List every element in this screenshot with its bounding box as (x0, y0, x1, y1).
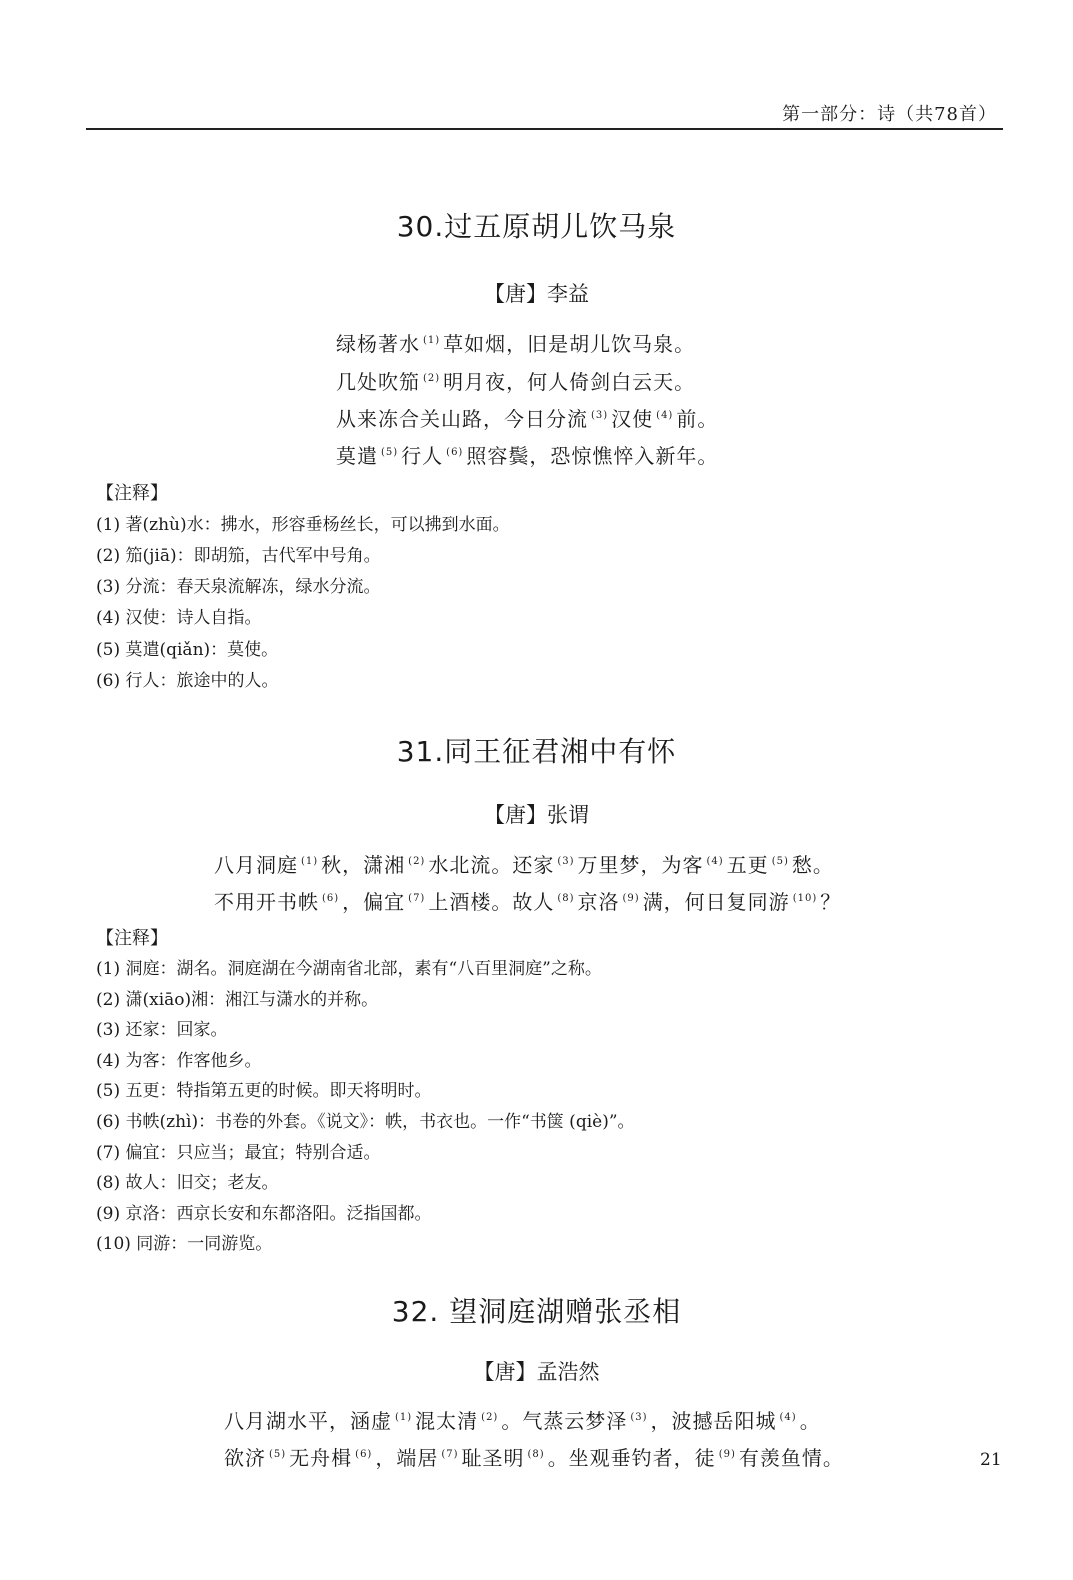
verse-line (224, 1442, 844, 1471)
verse-text: ，偏宜 (342, 890, 406, 914)
footnote-marker: (5) (771, 856, 789, 868)
verse-text: 秋，潇湘 (321, 853, 406, 877)
verse-text: 。坐观垂钓者，徒 (547, 1446, 716, 1470)
note-item: (5) 五更：特指第五更的时候。即天将明时。 (96, 1081, 432, 1101)
verse-line (336, 366, 695, 395)
note-item: (3) 分流：春天泉流解冻，绿水分流。 (96, 577, 381, 597)
footnote-marker: (1) (301, 856, 319, 868)
verse-text: 京洛 (577, 890, 620, 914)
verse-text: ，端居 (375, 1446, 439, 1470)
footnote-marker: (5) (381, 447, 399, 459)
verse-text: ？ (820, 890, 842, 914)
footnote-marker: (4) (706, 856, 724, 868)
footnote-marker: (9) (718, 1449, 736, 1461)
verse-text: 行人 (401, 444, 444, 468)
verse-text: 照容鬓，恐惊憔悴入新年。 (466, 444, 719, 468)
verse-text: 绿杨著水 (336, 332, 420, 356)
verse-text: 从来冻合关山路，今日分流 (336, 407, 588, 431)
footnote-marker: (7) (408, 893, 426, 905)
note-item: (8) 故人：旧交；老友。 (96, 1173, 279, 1193)
verse-line (336, 328, 695, 357)
footnote-marker: (5) (269, 1449, 287, 1461)
verse-text: 五更 (726, 853, 769, 877)
poem-author: 【唐】李益 (484, 282, 589, 306)
verse-line (214, 849, 834, 878)
footnote-marker: (7) (441, 1449, 459, 1461)
verse-text: 不用开书帙 (214, 890, 319, 914)
verse-text: 汉使 (611, 407, 654, 431)
verse-text: 万里梦，为客 (577, 853, 704, 877)
footnote-marker: (9) (622, 893, 640, 905)
verse-text: 水北流。还家 (428, 853, 555, 877)
verse-text: ，波撼岳阳城 (650, 1409, 777, 1433)
note-item: (7) 偏宜：只应当；最宜；特别合适。 (96, 1143, 381, 1163)
footnote-marker: (1) (395, 1412, 413, 1424)
running-header: 第一部分：诗（共78首） (782, 104, 997, 125)
verse-text: 明月夜，何人倚剑白云天。 (443, 370, 696, 394)
verse-text: 八月湖水平，涵虚 (224, 1409, 392, 1433)
note-item: (1) 洞庭：湖名。洞庭湖在今湖南省北部，素有“八百里洞庭”之称。 (96, 959, 602, 979)
poem-author: 【唐】孟浩然 (473, 1360, 600, 1384)
note-item: (4) 汉使：诗人自指。 (96, 608, 262, 628)
footnote-marker: (6) (446, 447, 464, 459)
poem-title: 31.同王征君湘中有怀 (396, 735, 677, 768)
verse-text: 几处吹笳 (336, 370, 420, 394)
footnote-marker: (2) (408, 856, 426, 868)
note-item: (6) 书帙(zhì)：书卷的外套。《说文》：帙，书衣也。一作“书箧 (qiè)”。 (96, 1112, 635, 1132)
verse-text: 愁。 (791, 853, 834, 877)
verse-text: 欲济 (224, 1446, 266, 1470)
footnote-marker: (4) (656, 410, 674, 422)
footnote-marker: (6) (322, 893, 340, 905)
verse-text: 混太清 (415, 1409, 479, 1433)
verse-line (224, 1405, 821, 1434)
poem-title: 30.过五原胡儿饮马泉 (396, 210, 677, 243)
footnote-marker: (6) (355, 1449, 373, 1461)
footnote-marker: (10) (792, 893, 818, 905)
footnote-marker: (4) (779, 1412, 797, 1424)
verse-line (336, 403, 718, 432)
poem-author: 【唐】张谓 (484, 803, 589, 827)
verse-text: 有羡鱼情。 (738, 1446, 844, 1470)
verse-text: 上酒楼。故人 (428, 890, 555, 914)
verse-text: 前。 (676, 407, 719, 431)
footnote-marker: (1) (423, 335, 441, 347)
note-item: (2) 潇(xiāo)湘：湘江与潇水的并称。 (96, 990, 379, 1010)
verse-line (214, 886, 841, 915)
header-rule (86, 128, 1003, 130)
verse-text: 。气蒸云梦泽 (501, 1409, 628, 1433)
note-item: (2) 笳(jiā)：即胡笳，古代军中号角。 (96, 546, 381, 566)
note-item: (6) 行人：旅途中的人。 (96, 671, 279, 691)
footnote-marker: (3) (557, 856, 575, 868)
footnote-marker: (8) (527, 1449, 545, 1461)
note-item: (9) 京洛：西京长安和东都洛阳。泛指国都。 (96, 1204, 432, 1224)
footnote-marker: (3) (630, 1412, 648, 1424)
verse-text: 。 (799, 1409, 821, 1433)
page-number: 21 (980, 1450, 1002, 1470)
note-item: (5) 莫遣(qiǎn)：莫使。 (96, 640, 279, 660)
verse-text: 无舟楫 (289, 1446, 353, 1470)
footnote-marker: (2) (481, 1412, 499, 1424)
note-item: (1) 著(zhù)水：拂水，形容垂杨丝长，可以拂到水面。 (96, 515, 510, 535)
footnote-marker: (2) (423, 373, 441, 385)
poem-title: 32. 望洞庭湖赠张丞相 (391, 1295, 682, 1328)
verse-line (336, 440, 718, 469)
verse-text: 耻圣明 (461, 1446, 525, 1470)
notes-heading: 【注释】 (96, 928, 168, 949)
notes-heading: 【注释】 (96, 483, 168, 504)
verse-text: 莫遣 (336, 444, 378, 468)
verse-text: 满，何日复同游 (642, 890, 790, 914)
footnote-marker: (3) (591, 410, 609, 422)
note-item: (4) 为客：作客他乡。 (96, 1051, 262, 1071)
verse-text: 八月洞庭 (214, 853, 298, 877)
footnote-marker: (8) (557, 893, 575, 905)
verse-text: 草如烟，旧是胡儿饮马泉。 (443, 332, 696, 356)
note-item: (10) 同游：一同游览。 (96, 1234, 273, 1254)
note-item: (3) 还家：回家。 (96, 1020, 228, 1040)
